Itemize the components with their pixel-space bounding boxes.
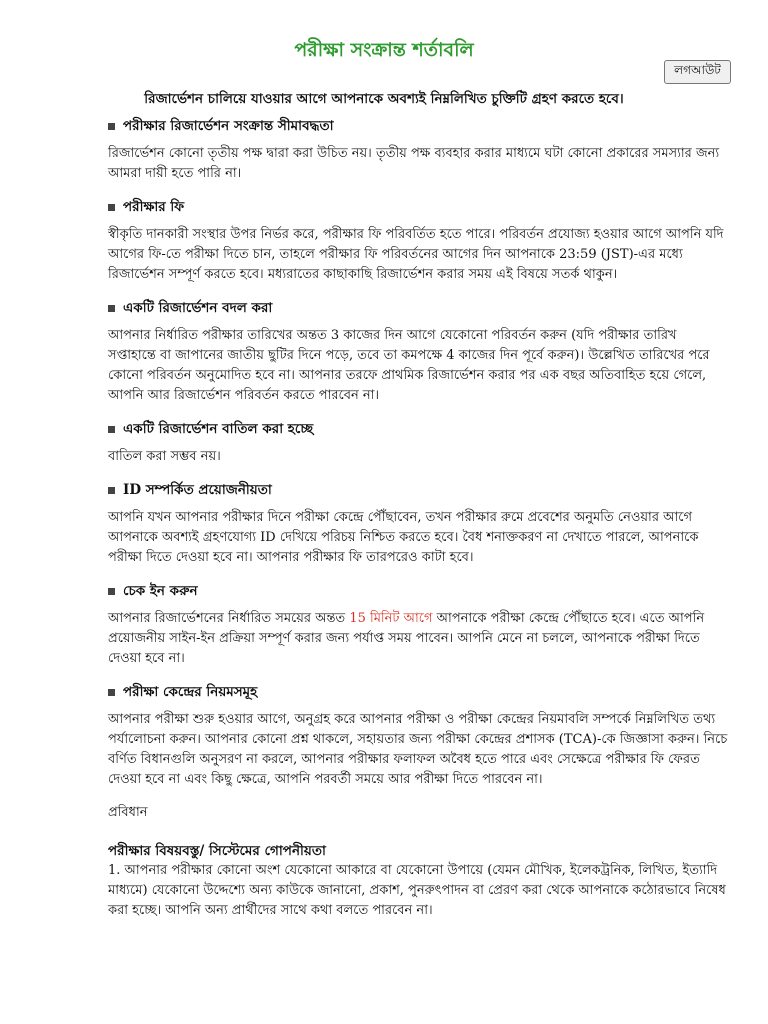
- section-test-center-rules: [108, 682, 728, 921]
- section-heading: ID সম্পর্কিত প্রয়োজনীয়তা: [123, 482, 272, 498]
- square-bullet-icon: [108, 123, 115, 130]
- logout-button[interactable]: লগআউট: [664, 60, 731, 84]
- section-change-reservation: [108, 298, 728, 406]
- section-check-in: [108, 581, 728, 669]
- square-bullet-icon: [108, 305, 115, 312]
- square-bullet-icon: [108, 426, 115, 433]
- terms-content: [108, 116, 728, 921]
- section-heading: চেক ইন করুন: [123, 583, 198, 599]
- section-restrictions: [108, 116, 728, 184]
- section-text: আপনার পরীক্ষা শুরু হওয়ার আগে, অনুগ্রহ করে আপনার পরীক্ষা ও পরীক্ষা কেন্দ্রের নিয়মাবলি সম্পর্কে নিম্নলিখিত তথ্য পর্যালোচনা করুন। আপনার কোনো প্রশ্ন থাকলে, সহায়তার জন্য পরীক্ষা কেন্দ্রের প্রশাসক (TCA)-কে জিজ্ঞাসা করুন। নিচে বর্ণিত বিধানগুলি অনুসরণ না করলে, আপনার পরীক্ষার ফলাফল অবৈধ হতে পারে এবং সেক্ষেত্রে পরীক্ষার ফি ফেরত দেওয়া হবে না এবং কিছু ক্ষেত্রে, আপনি পরবর্তী সময়ে আর পরীক্ষা দিতে পারবেন না।: [108, 712, 728, 787]
- checkin-time-highlight: 15 মিনিট আগে: [349, 611, 433, 626]
- section-heading: পরীক্ষার রিজার্ভেশন সংক্রান্ত সীমাবদ্ধতা: [123, 118, 334, 134]
- section-text: [108, 609, 728, 669]
- agreement-intro: রিজার্ভেশন চালিয়ে যাওয়ার আগে আপনাকে অবশ্যই নিম্নলিখিত চুক্তিটি গ্রহণ করতে হবে।: [144, 91, 624, 107]
- confidentiality-heading: পরীক্ষার বিষয়বস্তু/ সিস্টেমের গোপনীয়তা: [108, 843, 326, 859]
- checkin-text-after: আপনাকে পরীক্ষা কেন্দ্রে পৌঁছাতে হবে। এতে আপনি প্রয়োজনীয় সাইন-ইন প্রক্রিয়া সম্পূর্ণ করার জন্য পর্যাপ্ত সময় পাবেন। আপনি মেনে না চললে, আপনাকে পরীক্ষা দিতে দেওয়া হবে না।: [108, 611, 705, 666]
- section-text: আপনি যখন আপনার পরীক্ষার দিনে পরীক্ষা কেন্দ্রে পৌঁছাবেন, তখন পরীক্ষার রুমে প্রবেশের অনুমতি নেওয়ার আগে আপনাকে অবশ্যই গ্রহণযোগ্য ID দেখিয়ে পরিচয় নিশ্চিত করতে হবে। বৈধ শনাক্তকরণ না দেখাতে পারলে, আপনাকে পরীক্ষা দিতে দেওয়া হবে না। আপনার পরীক্ষার ফি তারপরেও কাটা হবে।: [108, 510, 699, 565]
- square-bullet-icon: [108, 487, 115, 494]
- square-bullet-icon: [108, 689, 115, 696]
- section-id-requirements: [108, 480, 728, 568]
- section-exam-fee: [108, 197, 728, 285]
- square-bullet-icon: [108, 204, 115, 211]
- page-title: পরীক্ষা সংক্রান্ত শর্তাবলি: [294, 39, 474, 61]
- section-text: রিজার্ভেশন কোনো তৃতীয় পক্ষ দ্বারা করা উচিত নয়। তৃতীয় পক্ষ ব্যবহার করার মাধ্যমে ঘটা কোনো প্রকারের সমস্যার জন্য আমরা দায়ী হতে পারি না।: [108, 146, 720, 181]
- section-text: স্বীকৃতি দানকারী সংস্থার উপর নির্ভর করে, পরীক্ষার ফি পরিবর্তিত হতে পারে। পরিবর্তন প্রযোজ্য হওয়ার আগে আপনি যদি আগের ফি-তে পরীক্ষা দিতে চান, তাহলে পরীক্ষার ফি পরিবর্তনের আগের দিন আপনাকে 23:59 (JST)-এর মধ্যে রিজার্ভেশন সম্পূর্ণ করতে হবে। মধ্যরাতের কাছাকাছি রিজার্ভেশন করার সময় এই বিষয়ে সতর্ক থাকুন।: [108, 227, 724, 282]
- section-cancel-reservation: [108, 419, 728, 467]
- checkin-text-before: আপনার রিজার্ভেশনের নির্ধারিত সময়ের অন্তত: [108, 611, 350, 626]
- section-text: আপনার নির্ধারিত পরীক্ষার তারিখের অন্তত 3 কাজের দিন আগে যেকোনো পরিবর্তন করুন (যদি পরীক্ষার তারিখ সপ্তাহান্তে বা জাপানের জাতীয় ছুটির দিনে পড়ে, তবে তা কমপক্ষে 4 কাজের দিন পূর্বে করুন)। উল্লেখিত তারিখের পরে কোনো পরিবর্তন অনুমোদিত হবে না। আপনার তরফে প্রাথমিক রিজার্ভেশন করার পর এক বছর অতিবাহিত হয়ে গেলে, আপনি আর রিজার্ভেশন পরিবর্তন করতে পারবেন না।: [108, 328, 710, 403]
- section-text: বাতিল করা সম্ভব নয়।: [108, 449, 221, 464]
- section-heading: পরীক্ষার ফি: [123, 199, 185, 215]
- square-bullet-icon: [108, 588, 115, 595]
- section-heading: একটি রিজার্ভেশন বাতিল করা হচ্ছে: [123, 421, 314, 437]
- section-heading: পরীক্ষা কেন্দ্রের নিয়মসমূহ: [123, 684, 258, 700]
- section-heading: একটি রিজার্ভেশন বদল করা: [123, 300, 273, 316]
- provision-item: 1. আপনার পরীক্ষার কোনো অংশ যেকোনো আকারে বা যেকোনো উপায়ে (যেমন মৌখিক, ইলেকট্রনিক, লিখিত, ইত্যাদি মাধ্যমে) যেকোনো উদ্দেশ্যে অন্য কাউকে জানানো, প্রকাশ, পুনরুৎপাদন বা প্রেরণ করা থেকে আপনাকে কঠোরভাবে নিষেধ করা হচ্ছে। আপনি অন্য প্রার্থীদের সাথে কথা বলতে পারবেন না।: [108, 863, 726, 918]
- provisions-label: প্রবিধান: [108, 805, 148, 820]
